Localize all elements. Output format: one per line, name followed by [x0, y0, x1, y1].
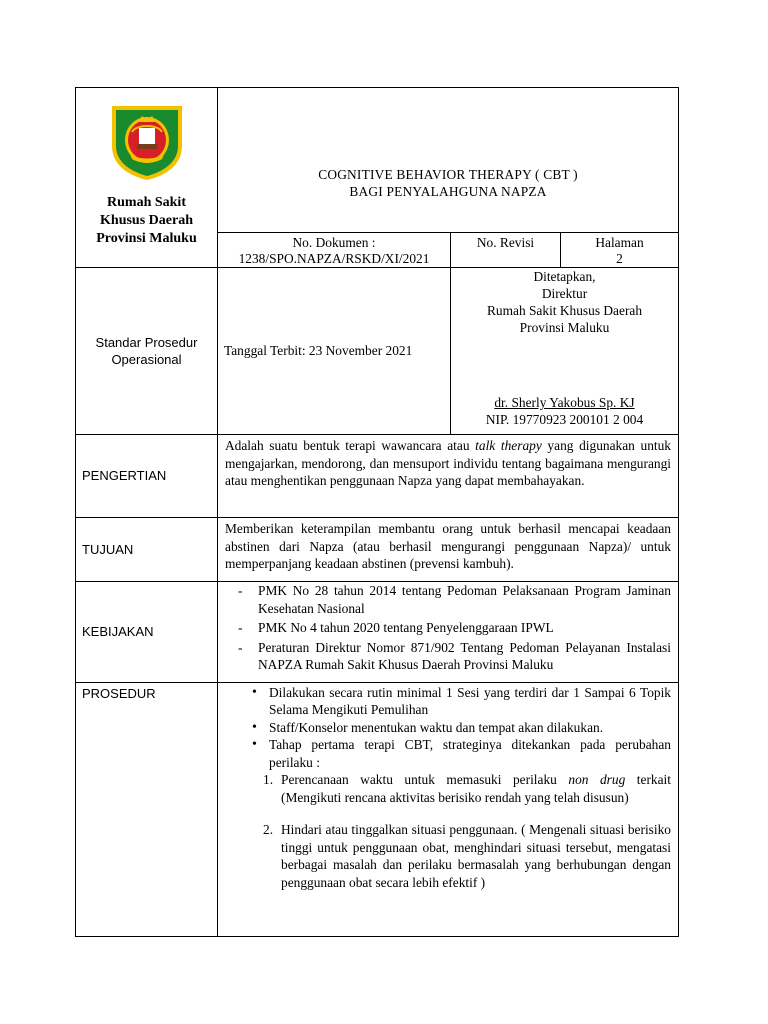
signature-block — [451, 394, 678, 428]
list-item: - PMK No 4 tahun 2020 tentang Penyelenggaraan IPWL — [238, 619, 671, 637]
kebijakan-label: KEBIJAKAN — [82, 624, 154, 639]
approval-block — [451, 268, 678, 434]
pengertian-text — [225, 437, 671, 490]
list-item: • Tahap pertama terapi CBT, strateginya ditekankan pada perubahan perilaku : — [250, 736, 671, 771]
tujuan-row — [76, 518, 679, 582]
list-item: • Dilakukan secara rutin minimal 1 Sesi yang terdiri dar 1 Sampai 6 Topik Selama Mengikuti Pemulihan — [250, 684, 671, 719]
kebijakan-row — [76, 582, 679, 683]
spo-label-cell — [76, 268, 218, 435]
signatory-nip: NIP. 19770923 200101 2 004 — [485, 412, 644, 427]
hospital-name-line: Khusus Daerah — [100, 213, 193, 228]
prosedur-steps — [225, 771, 671, 891]
pengertian-label: PENGERTIAN — [82, 468, 167, 484]
step-text-part: Perencanaan waktu untuk memasuki perilaku — [281, 772, 569, 787]
doc-number-label: No. Dokumen : — [292, 235, 376, 250]
list-item — [263, 771, 671, 806]
approval-line: Provinsi Maluku — [519, 320, 610, 335]
step-text-italic: non drug — [568, 772, 626, 787]
section-label-cell — [76, 518, 218, 582]
step-text-part: terkait (Mengikuti rencana aktivitas berisiko rendah yang telah disusun) — [281, 772, 671, 805]
tujuan-text: Memberikan keterampilan membantu orang untuk berhasil mencapai keadaan abstinen dari Napza (atau berhasil mengurangi penggunaan Napza)/ untuk memperpanjang keadaan abstinen (prevensi kambuh). — [225, 521, 671, 571]
hospital-name-line: Rumah Sakit — [107, 195, 186, 210]
prosedur-bullets — [225, 684, 671, 772]
spo-table — [75, 87, 679, 937]
list-item — [263, 821, 671, 891]
prosedur-row — [76, 682, 679, 936]
approval-line: Ditetapkan, — [533, 269, 596, 284]
doc-number-value: 1238/SPO.NAPZA/RSKD/XI/2021 — [238, 251, 430, 266]
doc-number-cell — [218, 233, 451, 268]
prosedur-content — [218, 682, 679, 936]
page-cell — [561, 233, 679, 268]
approval-line: Direktur — [541, 286, 588, 301]
step-text-part: Hindari atau tinggalkan situasi penggunaan. ( Mengenali situasi berisiko tinggi untuk penggunaan obat, menghindari situasi tersebut, mengatasi berbagai masalah dan perilaku bermasalah yang berhubungan dengan penggunaan obat secara lebih efektif ) — [281, 822, 671, 890]
header-row — [76, 88, 679, 233]
issue-date-cell — [218, 268, 451, 435]
section-label-cell — [76, 582, 218, 683]
kebijakan-list — [225, 582, 671, 674]
kebijakan-content — [218, 582, 679, 683]
approval-cell — [451, 268, 679, 435]
section-label-cell — [76, 435, 218, 518]
revision-label: No. Revisi — [476, 235, 535, 250]
hospital-name-line: Provinsi Maluku — [96, 231, 197, 246]
document-title — [218, 166, 678, 200]
issue-date: Tanggal Terbit: 23 November 2021 — [224, 343, 413, 359]
document-title-cell — [218, 88, 679, 233]
list-item: - PMK No 28 tahun 2014 tentang Pedoman Pelaksanaan Program Jaminan Kesehatan Nasional — [238, 582, 671, 617]
approval-line: Rumah Sakit Khusus Daerah — [486, 303, 643, 318]
list-item: • Staff/Konselor menentukan waktu dan tempat akan dilakukan. — [250, 719, 671, 737]
tujuan-content — [218, 518, 679, 582]
step-number: 1. — [263, 772, 274, 787]
spo-row — [76, 268, 679, 435]
pengertian-content — [218, 435, 679, 518]
section-label-cell — [76, 682, 218, 936]
provincial-crest-icon — [108, 102, 186, 182]
signatory-name: dr. Sherly Yakobus Sp. KJ — [494, 395, 635, 410]
list-item: - Peraturan Direktur Nomor 871/902 Tentang Pedoman Pelayanan Instalasi NAPZA Rumah Sakit Khusus Daerah Provinsi Maluku — [238, 639, 671, 674]
spo-label-line: Operasional — [111, 352, 182, 367]
spo-label-line: Standar Prosedur — [95, 335, 198, 350]
page-label: Halaman — [595, 235, 644, 250]
pengertian-text-part: yang digunakan untuk mengajarkan, mendorong, dan mensuport individu tentang bagaimana mengurangi atau menghentikan penggunaan Napza yang dapat membahayakan. — [225, 438, 671, 488]
page-number: 2 — [616, 251, 623, 266]
revision-cell — [451, 233, 561, 268]
prosedur-label: PROSEDUR — [82, 685, 156, 701]
document-title-line: BAGI PENYALAHGUNA NAPZA — [349, 184, 547, 199]
hospital-name — [76, 194, 217, 248]
tujuan-label: TUJUAN — [82, 541, 134, 557]
pengertian-row — [76, 435, 679, 518]
logo-cell — [76, 88, 218, 268]
step-number: 2. — [263, 822, 274, 837]
pengertian-text-italic: talk therapy — [475, 438, 542, 453]
pengertian-text-part: Adalah suatu bentuk terapi wawancara atau — [225, 438, 476, 453]
document-title-line: COGNITIVE BEHAVIOR THERAPY ( CBT ) — [318, 167, 578, 182]
